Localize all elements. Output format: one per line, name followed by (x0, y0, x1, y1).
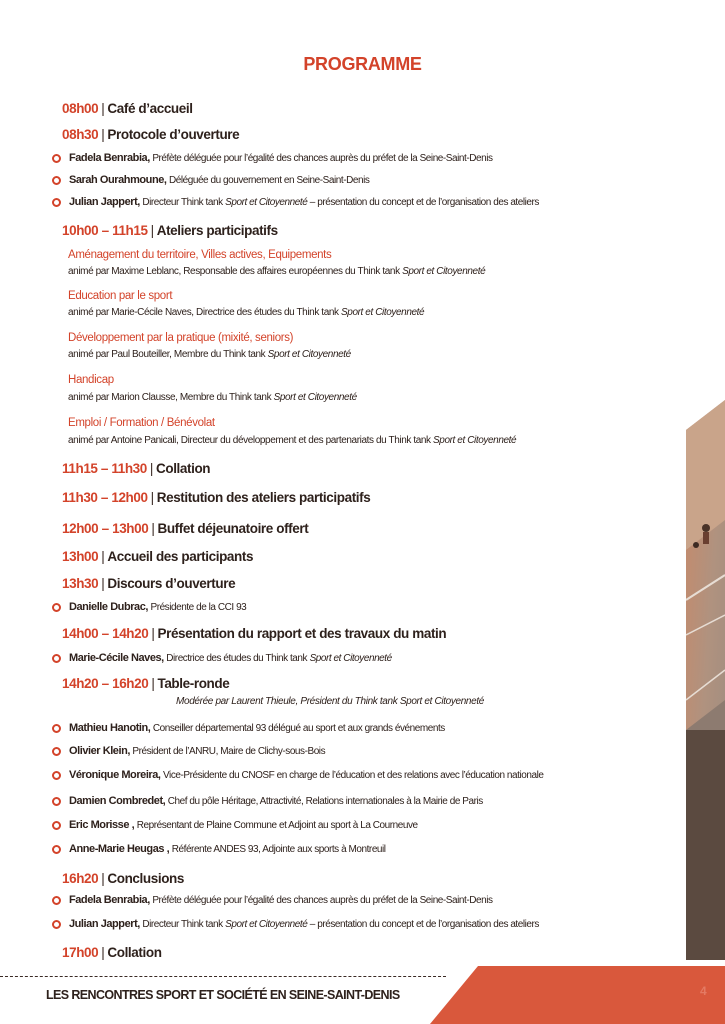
footer-title: LES RENCONTRES SPORT ET SOCIÉTÉ EN SEINE-SAINT-DENIS (46, 988, 400, 1002)
page-title: PROGRAMME (303, 54, 422, 74)
session-1330 (62, 576, 235, 591)
session-0830 (62, 127, 239, 142)
speaker-role: Directrice des études du Think tank (166, 652, 308, 664)
workshop-animator: animé par Maxime Leblanc, Responsable des affaires européennes du Think tank Sport et Citoyenneté (68, 266, 486, 277)
session-1420 (62, 676, 229, 691)
session-1200 (62, 521, 308, 536)
session-label: Discours d’ouverture (107, 576, 236, 591)
bullet-icon (52, 724, 61, 733)
workshop-title: Education par le sport (68, 290, 173, 302)
session-time: 11h30 – 12h00 (62, 490, 148, 505)
bullet-icon (52, 920, 61, 929)
session-time: 11h15 – 11h30 (62, 461, 147, 476)
workshop-animator: animé par Antoine Panicali, Directeur du développement et des partenariats du Think tank Sport et Citoyenneté (68, 435, 517, 446)
decorative-photo (686, 400, 725, 960)
speaker-name: Fadela Benrabia, (69, 152, 150, 164)
separator: | (101, 871, 105, 886)
session-label: Collation (156, 461, 211, 476)
footer-band (430, 966, 725, 1024)
speaker-role: Directeur Think tank (142, 918, 223, 930)
speaker-role: Préfète déléguée pour l’égalité des chances auprès du préfet de la Seine-Saint-Denis (152, 894, 493, 906)
speaker-item (52, 722, 445, 734)
workshop-animator: animé par Paul Bouteiller, Membre du Think tank Sport et Citoyenneté (68, 349, 351, 360)
speaker-item (52, 819, 418, 831)
bullet-icon (52, 821, 61, 830)
speaker-name: Eric Morisse , (69, 819, 135, 831)
separator: | (151, 676, 155, 691)
workshop-title: Aménagement du territoire, Villes actives, Equipements (68, 249, 332, 261)
bullet-icon (52, 654, 61, 663)
bullet-icon (52, 176, 61, 185)
bullet-icon (52, 896, 61, 905)
session-time: 10h00 – 11h15 (62, 223, 148, 238)
session-label: Table-ronde (157, 676, 230, 691)
page-number: 4 (700, 984, 707, 998)
session-label: Accueil des participants (107, 549, 254, 564)
session-label: Conclusions (107, 871, 184, 886)
footer-divider (0, 976, 446, 977)
session-1000 (62, 223, 278, 238)
session-1620 (62, 871, 184, 886)
session-label: Ateliers participatifs (156, 223, 278, 238)
session-label: Buffet déjeunatoire offert (157, 521, 309, 536)
speaker-item (52, 769, 543, 781)
speaker-name: Fadela Benrabia, (69, 894, 150, 906)
workshop-animator: animé par Marie-Cécile Naves, Directrice des études du Think tank Sport et Citoyenneté (68, 307, 425, 318)
speaker-name: Damien Combredet, (69, 795, 166, 807)
separator: | (101, 576, 105, 591)
separator: | (151, 626, 155, 641)
speaker-item (52, 918, 539, 930)
speaker-role: Préfète déléguée pour l’égalité des chances auprès du préfet de la Seine-Saint-Denis (152, 152, 493, 164)
session-time: 16h20 (62, 871, 99, 886)
session-label: Collation (107, 945, 162, 960)
session-1300 (62, 549, 253, 564)
workshop-title: Développement par la pratique (mixité, seniors) (68, 332, 294, 344)
speaker-item (52, 174, 369, 186)
speaker-role-detail: – présentation du concept et de l’organisation des ateliers (309, 918, 539, 930)
speaker-role-detail: – présentation du concept et de l’organisation des ateliers (309, 196, 539, 208)
speaker-role: Référente ANDES 93, Adjointe aux sports à Montreuil (171, 843, 386, 855)
bullet-icon (52, 845, 61, 854)
speaker-role: Vice-Présidente du CNOSF en charge de l’éducation et des relations avec l’éducation nationale (163, 769, 544, 781)
bullet-icon (52, 154, 61, 163)
speaker-name: Mathieu Hanotin, (69, 722, 151, 734)
session-time: 14h20 – 16h20 (62, 676, 149, 691)
speaker-role: Présidente de la CCI 93 (150, 601, 247, 613)
session-time: 13h30 (62, 576, 99, 591)
speaker-item (52, 795, 483, 807)
workshop-animator: animé par Marion Clausse, Membre du Think tank Sport et Citoyenneté (68, 392, 357, 403)
workshop-title: Emploi / Formation / Bénévolat (68, 417, 215, 429)
separator: | (150, 490, 154, 505)
bullet-icon (52, 603, 61, 612)
think-tank-name: Sport et Citoyenneté (309, 652, 392, 664)
speaker-name: Julian Jappert, (69, 918, 140, 930)
workshop-title: Handicap (68, 374, 114, 386)
session-0800 (62, 101, 193, 116)
speaker-role: Déléguée du gouvernement en Seine-Saint-Denis (168, 174, 370, 186)
separator: | (150, 223, 154, 238)
session-1700 (62, 945, 162, 960)
speaker-name: Olivier Klein, (69, 745, 130, 757)
speaker-item (52, 745, 325, 757)
speaker-name: Véronique Moreira, (69, 769, 161, 781)
speaker-item (52, 152, 493, 164)
bullet-icon (52, 198, 61, 207)
separator: | (101, 549, 105, 564)
think-tank-name: Sport et Citoyenneté (225, 918, 308, 930)
speaker-name: Danielle Dubrac, (69, 601, 148, 613)
session-label: Café d’accueil (107, 101, 193, 116)
speaker-name: Marie-Cécile Naves, (69, 652, 164, 664)
separator: | (101, 101, 105, 116)
speaker-role: Chef du pôle Héritage, Attractivité, Relations internationales à la Mairie de Paris (167, 795, 483, 807)
speaker-item (52, 843, 386, 855)
session-label: Présentation du rapport et des travaux du matin (157, 626, 447, 641)
speaker-role: Représentant de Plaine Commune et Adjoint au sport à La Courneuve (136, 819, 418, 831)
speaker-item (52, 196, 539, 208)
session-label: Protocole d’ouverture (107, 127, 240, 142)
session-1115 (62, 461, 210, 476)
session-time: 12h00 – 13h00 (62, 521, 149, 536)
speaker-name: Sarah Ourahmoune, (69, 174, 167, 186)
moderator-line: Modérée par Laurent Thieule, Président du Think tank Sport et Citoyenneté (176, 696, 484, 707)
separator: | (101, 945, 105, 960)
bullet-icon (52, 747, 61, 756)
session-label: Restitution des ateliers participatifs (156, 490, 371, 505)
session-time: 14h00 – 14h20 (62, 626, 149, 641)
speaker-role: Directeur Think tank (142, 196, 223, 208)
speaker-item (52, 601, 246, 613)
speaker-item (52, 894, 493, 906)
speaker-name: Julian Jappert, (69, 196, 140, 208)
speaker-item (52, 652, 392, 664)
separator: | (149, 461, 153, 476)
session-time: 08h00 (62, 101, 99, 116)
speaker-name: Anne-Marie Heugas , (69, 843, 170, 855)
session-time: 17h00 (62, 945, 99, 960)
session-time: 08h30 (62, 127, 99, 142)
think-tank-name: Sport et Citoyenneté (225, 196, 308, 208)
speaker-role: Président de l’ANRU, Maire de Clichy-sous-Bois (132, 745, 326, 757)
separator: | (151, 521, 155, 536)
speaker-role: Conseiller départemental 93 délégué au sport et aux grands événements (152, 722, 445, 734)
session-1130 (62, 490, 370, 505)
bullet-icon (52, 771, 61, 780)
bullet-icon (52, 797, 61, 806)
session-time: 13h00 (62, 549, 99, 564)
separator: | (101, 127, 105, 142)
session-1400 (62, 626, 446, 641)
